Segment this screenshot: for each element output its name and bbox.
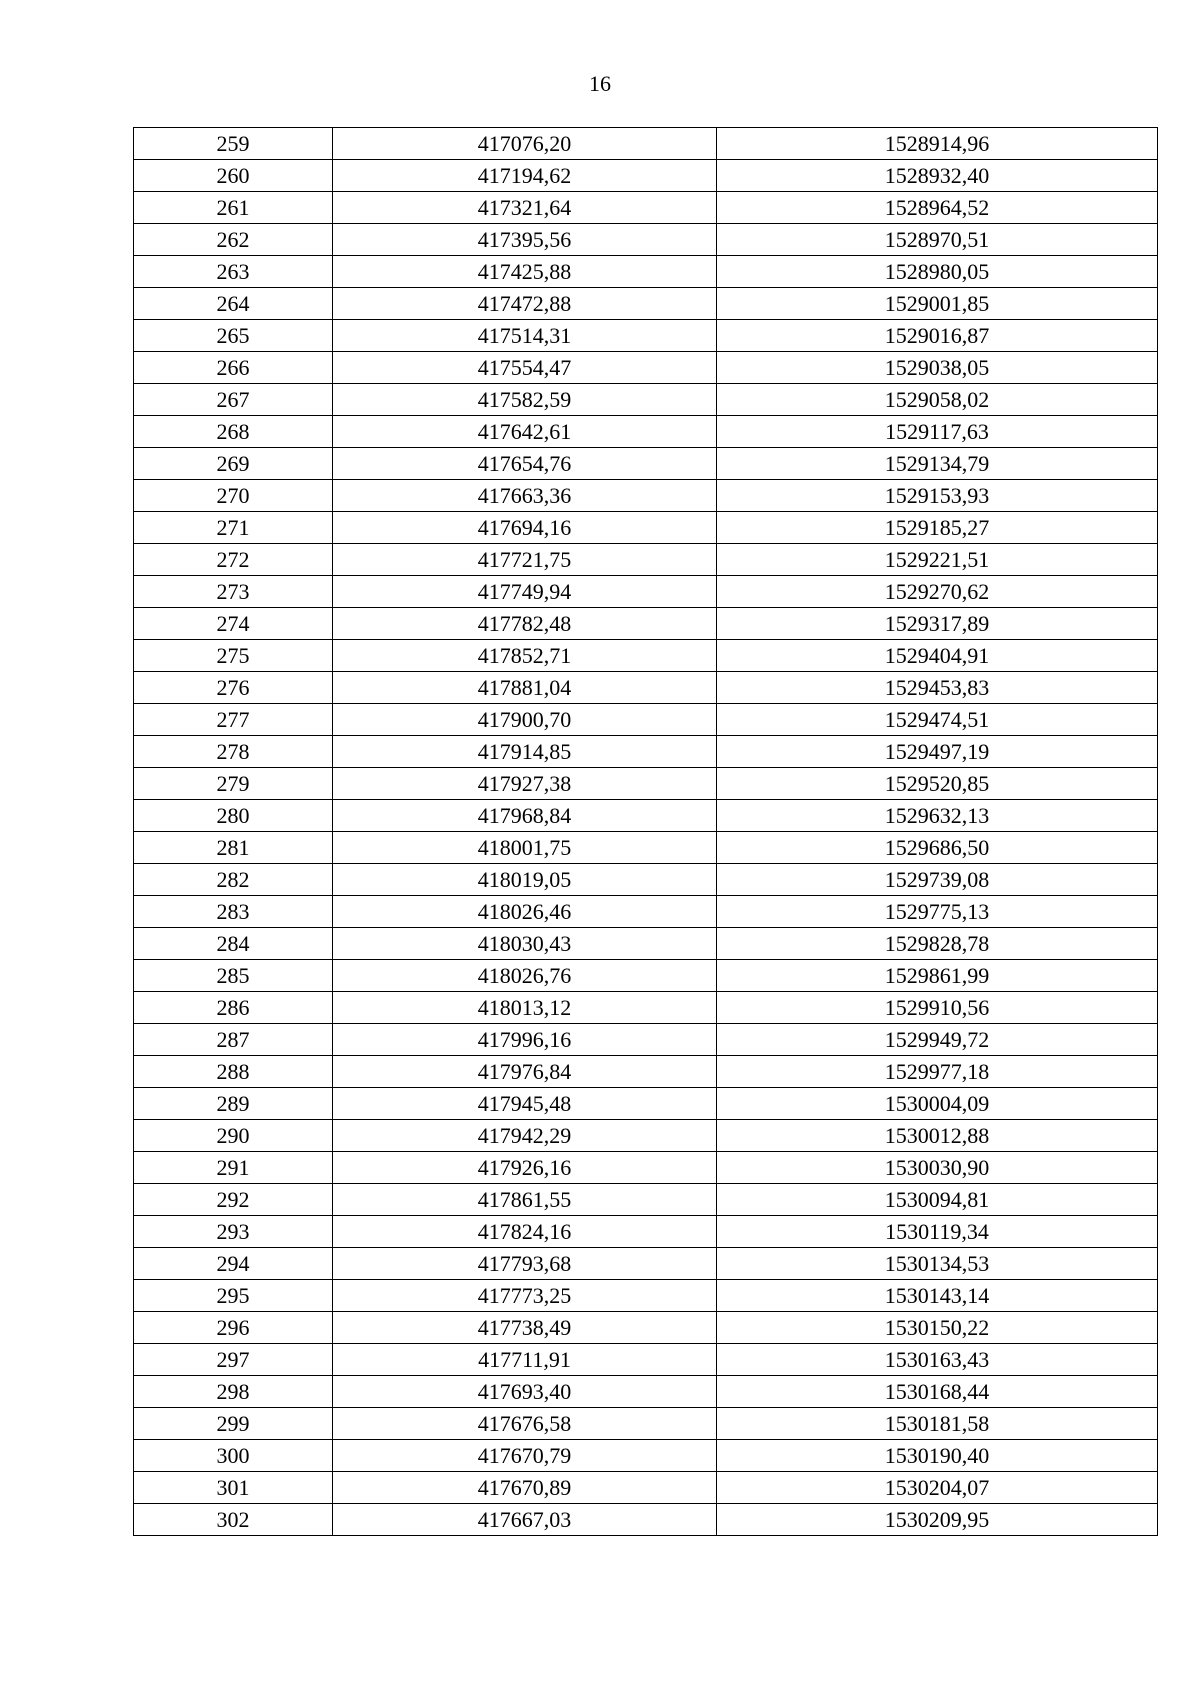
x-coordinate-cell: 417395,56 bbox=[333, 224, 717, 256]
x-coordinate-cell: 417861,55 bbox=[333, 1184, 717, 1216]
x-coordinate-cell: 417793,68 bbox=[333, 1248, 717, 1280]
table-row bbox=[134, 576, 1158, 608]
point-number-cell: 282 bbox=[134, 864, 333, 896]
table-row bbox=[134, 1248, 1158, 1280]
point-number-cell: 280 bbox=[134, 800, 333, 832]
table-row bbox=[134, 1280, 1158, 1312]
y-coordinate-cell: 1530209,95 bbox=[717, 1504, 1158, 1536]
x-coordinate-cell: 417914,85 bbox=[333, 736, 717, 768]
point-number-cell: 285 bbox=[134, 960, 333, 992]
table-row bbox=[134, 544, 1158, 576]
x-coordinate-cell: 417694,16 bbox=[333, 512, 717, 544]
x-coordinate-cell: 417738,49 bbox=[333, 1312, 717, 1344]
y-coordinate-cell: 1529001,85 bbox=[717, 288, 1158, 320]
x-coordinate-cell: 417554,47 bbox=[333, 352, 717, 384]
y-coordinate-cell: 1529270,62 bbox=[717, 576, 1158, 608]
table-row bbox=[134, 1376, 1158, 1408]
y-coordinate-cell: 1530168,44 bbox=[717, 1376, 1158, 1408]
x-coordinate-cell: 417472,88 bbox=[333, 288, 717, 320]
point-number-cell: 291 bbox=[134, 1152, 333, 1184]
x-coordinate-cell: 417773,25 bbox=[333, 1280, 717, 1312]
x-coordinate-cell: 418001,75 bbox=[333, 832, 717, 864]
point-number-cell: 294 bbox=[134, 1248, 333, 1280]
y-coordinate-cell: 1529153,93 bbox=[717, 480, 1158, 512]
x-coordinate-cell: 418026,76 bbox=[333, 960, 717, 992]
x-coordinate-cell: 417942,29 bbox=[333, 1120, 717, 1152]
x-coordinate-cell: 417881,04 bbox=[333, 672, 717, 704]
point-number-cell: 263 bbox=[134, 256, 333, 288]
x-coordinate-cell: 417721,75 bbox=[333, 544, 717, 576]
table-row bbox=[134, 160, 1158, 192]
point-number-cell: 277 bbox=[134, 704, 333, 736]
point-number-cell: 262 bbox=[134, 224, 333, 256]
table-row bbox=[134, 608, 1158, 640]
point-number-cell: 293 bbox=[134, 1216, 333, 1248]
y-coordinate-cell: 1529221,51 bbox=[717, 544, 1158, 576]
x-coordinate-cell: 417582,59 bbox=[333, 384, 717, 416]
y-coordinate-cell: 1530094,81 bbox=[717, 1184, 1158, 1216]
x-coordinate-cell: 417927,38 bbox=[333, 768, 717, 800]
x-coordinate-cell: 417824,16 bbox=[333, 1216, 717, 1248]
point-number-cell: 295 bbox=[134, 1280, 333, 1312]
y-coordinate-cell: 1530030,90 bbox=[717, 1152, 1158, 1184]
point-number-cell: 269 bbox=[134, 448, 333, 480]
x-coordinate-cell: 417693,40 bbox=[333, 1376, 717, 1408]
point-number-cell: 264 bbox=[134, 288, 333, 320]
x-coordinate-cell: 417663,36 bbox=[333, 480, 717, 512]
y-coordinate-cell: 1529404,91 bbox=[717, 640, 1158, 672]
x-coordinate-cell: 418013,12 bbox=[333, 992, 717, 1024]
table-row bbox=[134, 864, 1158, 896]
table-row bbox=[134, 288, 1158, 320]
y-coordinate-cell: 1530143,14 bbox=[717, 1280, 1158, 1312]
table-row bbox=[134, 1344, 1158, 1376]
y-coordinate-cell: 1529775,13 bbox=[717, 896, 1158, 928]
y-coordinate-cell: 1530004,09 bbox=[717, 1088, 1158, 1120]
y-coordinate-cell: 1530190,40 bbox=[717, 1440, 1158, 1472]
y-coordinate-cell: 1530163,43 bbox=[717, 1344, 1158, 1376]
table-row bbox=[134, 1184, 1158, 1216]
table-row bbox=[134, 800, 1158, 832]
table-row bbox=[134, 352, 1158, 384]
x-coordinate-cell: 417076,20 bbox=[333, 128, 717, 160]
table-row bbox=[134, 1216, 1158, 1248]
table-row bbox=[134, 1408, 1158, 1440]
table-row bbox=[134, 928, 1158, 960]
x-coordinate-cell: 418019,05 bbox=[333, 864, 717, 896]
y-coordinate-cell: 1529317,89 bbox=[717, 608, 1158, 640]
x-coordinate-cell: 418026,46 bbox=[333, 896, 717, 928]
point-number-cell: 274 bbox=[134, 608, 333, 640]
x-coordinate-cell: 417996,16 bbox=[333, 1024, 717, 1056]
point-number-cell: 261 bbox=[134, 192, 333, 224]
point-number-cell: 260 bbox=[134, 160, 333, 192]
y-coordinate-cell: 1528980,05 bbox=[717, 256, 1158, 288]
y-coordinate-cell: 1529185,27 bbox=[717, 512, 1158, 544]
point-number-cell: 289 bbox=[134, 1088, 333, 1120]
table-row bbox=[134, 1312, 1158, 1344]
point-number-cell: 297 bbox=[134, 1344, 333, 1376]
point-number-cell: 268 bbox=[134, 416, 333, 448]
y-coordinate-cell: 1530012,88 bbox=[717, 1120, 1158, 1152]
point-number-cell: 283 bbox=[134, 896, 333, 928]
x-coordinate-cell: 417425,88 bbox=[333, 256, 717, 288]
x-coordinate-cell: 418030,43 bbox=[333, 928, 717, 960]
table-row bbox=[134, 1440, 1158, 1472]
y-coordinate-cell: 1529520,85 bbox=[717, 768, 1158, 800]
point-number-cell: 296 bbox=[134, 1312, 333, 1344]
y-coordinate-cell: 1529474,51 bbox=[717, 704, 1158, 736]
y-coordinate-cell: 1528970,51 bbox=[717, 224, 1158, 256]
point-number-cell: 300 bbox=[134, 1440, 333, 1472]
table-row bbox=[134, 192, 1158, 224]
y-coordinate-cell: 1529828,78 bbox=[717, 928, 1158, 960]
table-row bbox=[134, 736, 1158, 768]
y-coordinate-cell: 1529453,83 bbox=[717, 672, 1158, 704]
point-number-cell: 290 bbox=[134, 1120, 333, 1152]
point-number-cell: 266 bbox=[134, 352, 333, 384]
point-number-cell: 287 bbox=[134, 1024, 333, 1056]
y-coordinate-cell: 1530119,34 bbox=[717, 1216, 1158, 1248]
x-coordinate-cell: 417749,94 bbox=[333, 576, 717, 608]
table-row bbox=[134, 224, 1158, 256]
x-coordinate-cell: 417676,58 bbox=[333, 1408, 717, 1440]
point-number-cell: 301 bbox=[134, 1472, 333, 1504]
x-coordinate-cell: 417945,48 bbox=[333, 1088, 717, 1120]
y-coordinate-cell: 1530150,22 bbox=[717, 1312, 1158, 1344]
point-number-cell: 272 bbox=[134, 544, 333, 576]
table-row bbox=[134, 1120, 1158, 1152]
point-number-cell: 275 bbox=[134, 640, 333, 672]
point-number-cell: 288 bbox=[134, 1056, 333, 1088]
y-coordinate-cell: 1529632,13 bbox=[717, 800, 1158, 832]
x-coordinate-cell: 417667,03 bbox=[333, 1504, 717, 1536]
y-coordinate-cell: 1529134,79 bbox=[717, 448, 1158, 480]
y-coordinate-cell: 1528914,96 bbox=[717, 128, 1158, 160]
y-coordinate-cell: 1530134,53 bbox=[717, 1248, 1158, 1280]
table-row bbox=[134, 1056, 1158, 1088]
x-coordinate-cell: 417514,31 bbox=[333, 320, 717, 352]
point-number-cell: 271 bbox=[134, 512, 333, 544]
point-number-cell: 267 bbox=[134, 384, 333, 416]
table-row bbox=[134, 128, 1158, 160]
table-row bbox=[134, 704, 1158, 736]
point-number-cell: 299 bbox=[134, 1408, 333, 1440]
y-coordinate-cell: 1529117,63 bbox=[717, 416, 1158, 448]
y-coordinate-cell: 1529739,08 bbox=[717, 864, 1158, 896]
point-number-cell: 276 bbox=[134, 672, 333, 704]
point-number-cell: 259 bbox=[134, 128, 333, 160]
table-row bbox=[134, 416, 1158, 448]
table-row bbox=[134, 768, 1158, 800]
point-number-cell: 298 bbox=[134, 1376, 333, 1408]
y-coordinate-cell: 1529058,02 bbox=[717, 384, 1158, 416]
y-coordinate-cell: 1529910,56 bbox=[717, 992, 1158, 1024]
point-number-cell: 278 bbox=[134, 736, 333, 768]
point-number-cell: 302 bbox=[134, 1504, 333, 1536]
x-coordinate-cell: 417670,89 bbox=[333, 1472, 717, 1504]
y-coordinate-cell: 1529497,19 bbox=[717, 736, 1158, 768]
table-row bbox=[134, 1152, 1158, 1184]
x-coordinate-cell: 417654,76 bbox=[333, 448, 717, 480]
y-coordinate-cell: 1529949,72 bbox=[717, 1024, 1158, 1056]
y-coordinate-cell: 1529977,18 bbox=[717, 1056, 1158, 1088]
point-number-cell: 286 bbox=[134, 992, 333, 1024]
table-row bbox=[134, 960, 1158, 992]
point-number-cell: 284 bbox=[134, 928, 333, 960]
point-number-cell: 281 bbox=[134, 832, 333, 864]
table-row bbox=[134, 1088, 1158, 1120]
x-coordinate-cell: 417642,61 bbox=[333, 416, 717, 448]
table-row bbox=[134, 512, 1158, 544]
y-coordinate-cell: 1529861,99 bbox=[717, 960, 1158, 992]
x-coordinate-cell: 417670,79 bbox=[333, 1440, 717, 1472]
table-row bbox=[134, 672, 1158, 704]
table-row bbox=[134, 992, 1158, 1024]
x-coordinate-cell: 417852,71 bbox=[333, 640, 717, 672]
table-row bbox=[134, 1472, 1158, 1504]
x-coordinate-cell: 417976,84 bbox=[333, 1056, 717, 1088]
x-coordinate-cell: 417926,16 bbox=[333, 1152, 717, 1184]
table-row bbox=[134, 320, 1158, 352]
y-coordinate-cell: 1529016,87 bbox=[717, 320, 1158, 352]
table-row bbox=[134, 384, 1158, 416]
y-coordinate-cell: 1529686,50 bbox=[717, 832, 1158, 864]
x-coordinate-cell: 417194,62 bbox=[333, 160, 717, 192]
coordinates-table bbox=[133, 127, 1158, 1536]
point-number-cell: 279 bbox=[134, 768, 333, 800]
table-row bbox=[134, 256, 1158, 288]
coordinates-table-body bbox=[134, 128, 1158, 1536]
y-coordinate-cell: 1528932,40 bbox=[717, 160, 1158, 192]
point-number-cell: 273 bbox=[134, 576, 333, 608]
table-row bbox=[134, 896, 1158, 928]
x-coordinate-cell: 417321,64 bbox=[333, 192, 717, 224]
table-row bbox=[134, 448, 1158, 480]
y-coordinate-cell: 1530181,58 bbox=[717, 1408, 1158, 1440]
table-row bbox=[134, 480, 1158, 512]
y-coordinate-cell: 1528964,52 bbox=[717, 192, 1158, 224]
x-coordinate-cell: 417782,48 bbox=[333, 608, 717, 640]
point-number-cell: 292 bbox=[134, 1184, 333, 1216]
table-row bbox=[134, 640, 1158, 672]
x-coordinate-cell: 417900,70 bbox=[333, 704, 717, 736]
table-row bbox=[134, 832, 1158, 864]
table-row bbox=[134, 1024, 1158, 1056]
point-number-cell: 270 bbox=[134, 480, 333, 512]
y-coordinate-cell: 1529038,05 bbox=[717, 352, 1158, 384]
y-coordinate-cell: 1530204,07 bbox=[717, 1472, 1158, 1504]
x-coordinate-cell: 417711,91 bbox=[333, 1344, 717, 1376]
x-coordinate-cell: 417968,84 bbox=[333, 800, 717, 832]
table-row bbox=[134, 1504, 1158, 1536]
point-number-cell: 265 bbox=[134, 320, 333, 352]
page-number: 16 bbox=[589, 71, 611, 96]
